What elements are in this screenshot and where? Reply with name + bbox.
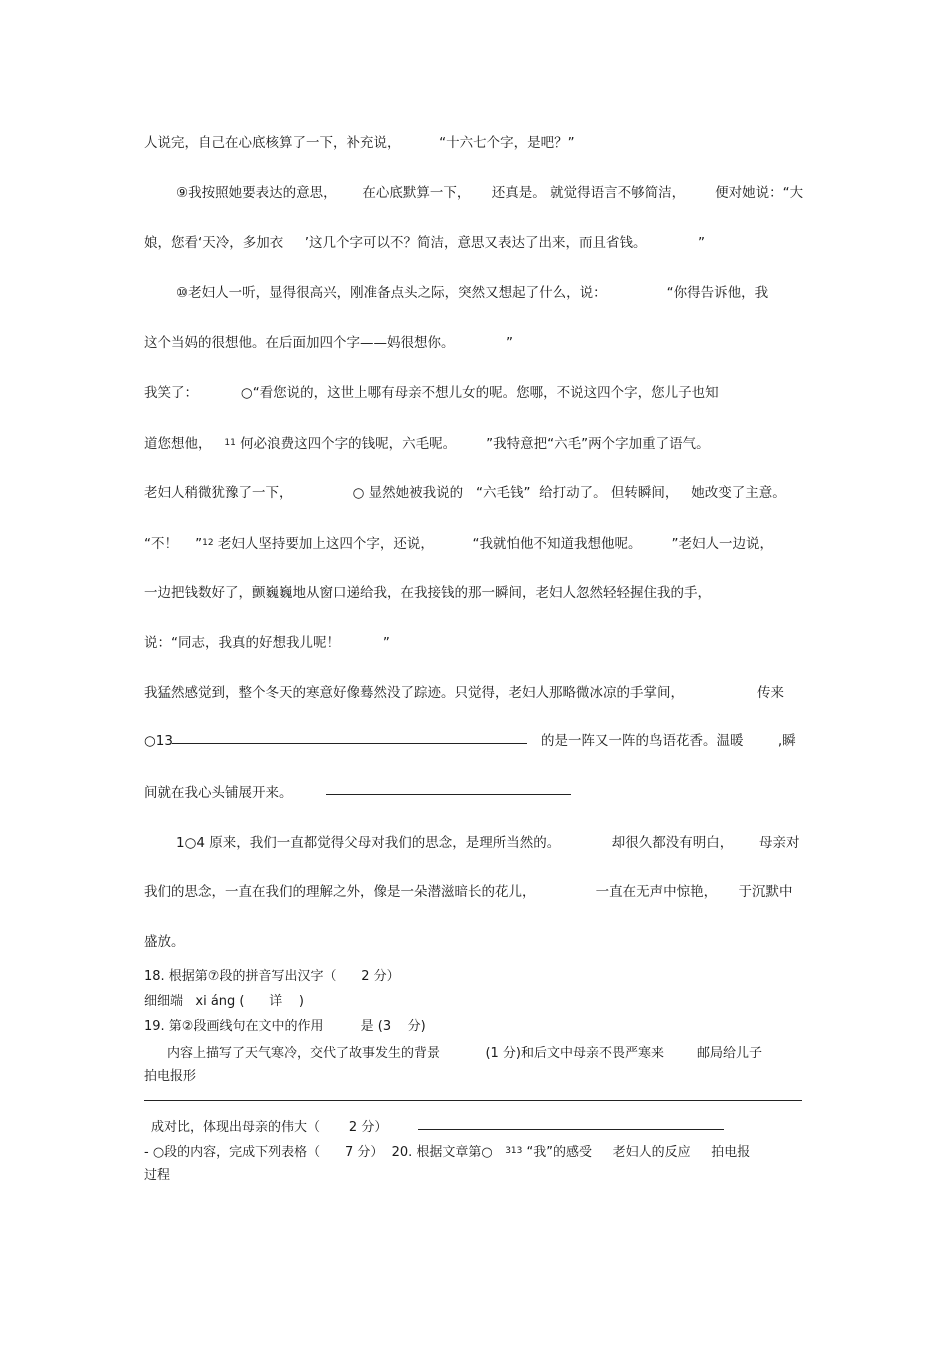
paragraph-13-line-1: 我猛然感觉到，整个冬天的寒意好像蓦然没了踪迹。只觉得，老妇人那略微冰凉的手掌间， 传来 — [144, 685, 784, 701]
paragraph-11-text-a: 道您想他， — [144, 436, 225, 452]
answer-blank[interactable] — [418, 1129, 724, 1130]
paragraph-12-line-1 — [144, 534, 773, 553]
underline-rule — [172, 743, 527, 744]
paragraph-12-line-3: 说：“同志，我真的好想我儿呢！ ” — [144, 635, 390, 651]
question-19-answer-line-1: 内容上描写了天气寒冷，交代了故事发生的背景 (1 分)和后文中母亲不畏严寒来 邮局给儿子 — [167, 1046, 763, 1061]
question-20-text-a: - ○段的内容，完成下列表格（ 7 分） 20. 根据文章第○ — [144, 1145, 506, 1160]
question-19-answer-line-2: 拍电报形 — [144, 1069, 197, 1084]
paragraph-number-11: 11 — [224, 438, 236, 448]
question-20-line-2: 过程 — [144, 1168, 171, 1183]
divider — [144, 1100, 802, 1101]
question-18: 18. 根据第⑦段的拼音写出汉字（ 2 分） — [144, 969, 400, 984]
paragraph-11-line-2 — [144, 434, 710, 453]
paragraph-12-line-2: 一边把钱数好了，颤巍巍地从窗口递给我，在我接钱的那一瞬间，老妇人忽然轻轻握住我的手， — [144, 585, 711, 601]
question-20-text-b: “我”的感受 老妇人的反应 拍电报 — [522, 1145, 751, 1160]
paragraph-number-12: 12 — [202, 538, 214, 548]
question-18-answer: 细细端 xi áng ( 详 ) — [144, 994, 304, 1009]
paragraph-14-line-2: 我们的思念，一直在我们的理解之外，像是一朵潜滋暗长的花儿， 一直在无声中惊艳， 于沉默中 — [144, 884, 793, 900]
paragraph-9-line-1: ⑨我按照她要表达的意思， 在心底默算一下， 还真是。 就觉得语言不够简洁， 便对她说：“大 — [176, 185, 804, 201]
paragraph-11-text-b: 何必浪费这四个字的钱呢，六毛呢。 ”我特意把“六毛”两个字加重了语气。 — [235, 436, 710, 452]
question-20-line-1 — [144, 1142, 750, 1162]
paragraph-10-line-1: ⑩老妇人一听，显得很高兴，刚准备点头之际，突然又想起了什么，说： “你得告诉他，我 — [176, 285, 769, 301]
paragraph-14-line-1: 1○4 原来，我们一直都觉得父母对我们的思念，是理所当然的。 却很久都没有明白， 母亲对 — [176, 835, 800, 851]
paragraph-11-line-1: 我笑了： ○“看您说的，这世上哪有母亲不想儿女的呢。您哪，不说这四个字，您儿子也知 — [144, 385, 719, 401]
paragraph-9-line-2: 娘，您看‘天冷，多加衣 ’这几个字可以不？简洁，意思又表达了出来，而且省钱。 ” — [144, 235, 706, 251]
paragraph-range-313: 313 — [505, 1146, 523, 1156]
underline-rule — [326, 794, 571, 795]
paragraph-13-line-2: 的是一阵又一阵的鸟语花香。温暖 ,瞬 — [541, 733, 796, 749]
paragraph-14-line-3: 盛放。 — [144, 934, 185, 950]
paragraph-13-lead: ○13 — [144, 733, 173, 749]
paragraph-12-text-a: “不！ ” — [144, 536, 203, 552]
question-19: 19. 第②段画线句在文中的作用 是 (3 分) — [144, 1019, 426, 1034]
question-19-answer-line-3: 成对比，体现出母亲的伟大（ 2 分） — [151, 1120, 388, 1135]
paragraph-12-text-b: 老妇人坚持要加上这四个字，还说， “我就怕他不知道我想他呢。 ”老妇人一边说， — [213, 536, 774, 552]
paragraph-11-line-3: 老妇人稍微犹豫了一下， ○ 显然她被我说的 “六毛钱” 给打动了。 但转瞬间， 她改变了主意。 — [144, 485, 786, 501]
passage-line: 人说完，自己在心底核算了一下，补充说， “十六七个字，是吧？” — [144, 135, 575, 151]
paragraph-13-line-3: 间就在我心头铺展开来。 — [144, 785, 293, 801]
paragraph-10-line-2: 这个当妈的很想他。在后面加四个字——妈很想你。 ” — [144, 335, 513, 351]
